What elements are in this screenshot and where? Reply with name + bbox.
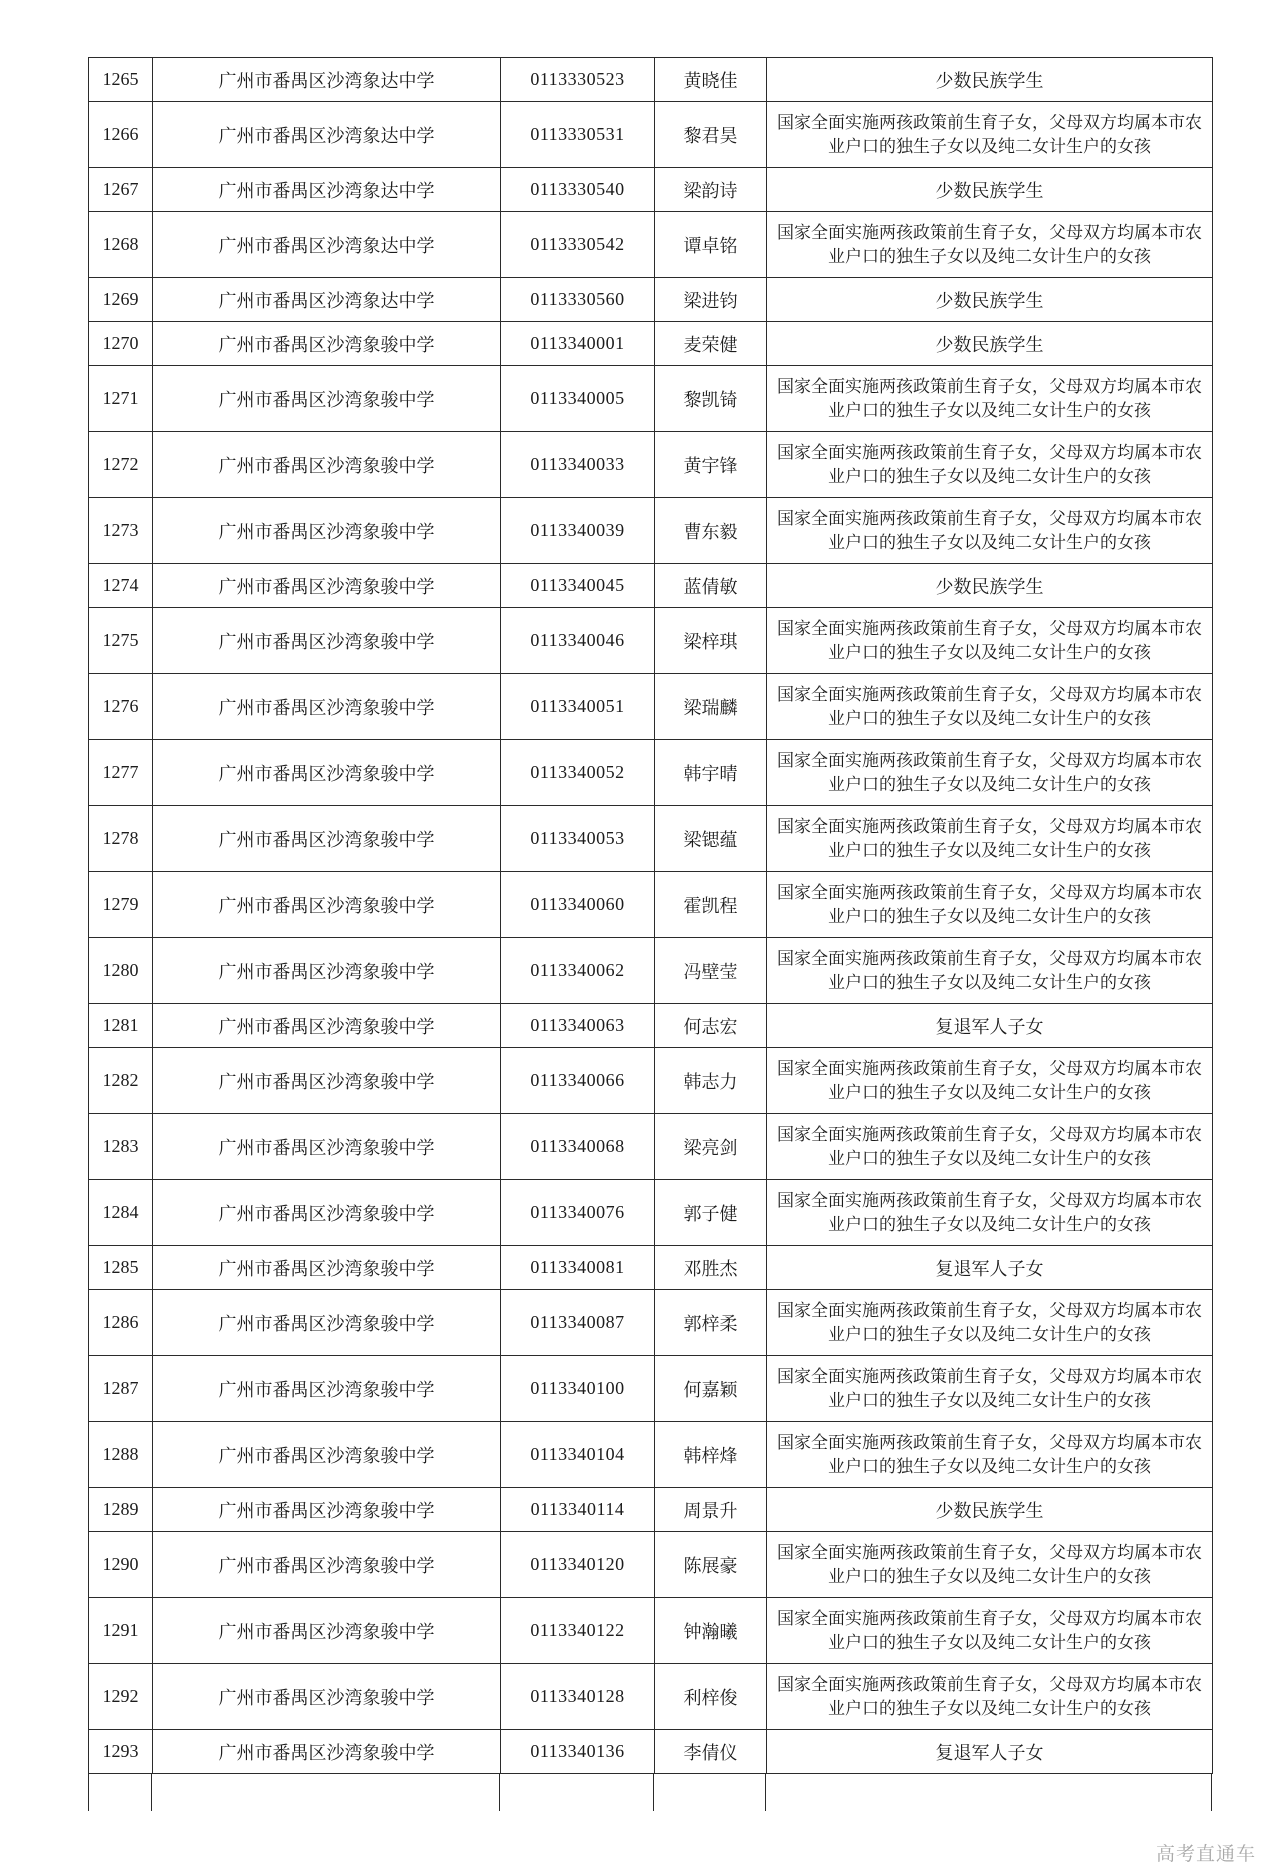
category-cell: 国家全面实施两孩政策前生育子女，父母双方均属本市农业户口的独生子女以及纯二女计生户的女孩 (767, 1664, 1213, 1730)
row-no-cell: 1292 (89, 1664, 153, 1730)
school-cell: 广州市番禺区沙湾象骏中学 (153, 1356, 501, 1422)
category-cell: 国家全面实施两孩政策前生育子女，父母双方均属本市农业户口的独生子女以及纯二女计生户的女孩 (767, 1532, 1213, 1598)
category-cell: 少数民族学生 (767, 1488, 1213, 1532)
table-row (89, 1422, 1213, 1488)
table-row (89, 1488, 1213, 1532)
row-no-cell: 1291 (89, 1598, 153, 1664)
name-cell: 韩梓烽 (655, 1422, 767, 1488)
exam-no-cell: 0113340087 (501, 1290, 655, 1356)
school-cell: 广州市番禺区沙湾象骏中学 (153, 674, 501, 740)
row-no-cell: 1272 (89, 432, 153, 498)
name-cell: 梁韵诗 (655, 168, 767, 212)
name-cell: 郭梓柔 (655, 1290, 767, 1356)
row-no-cell: 1282 (89, 1048, 153, 1114)
row-no-cell: 1271 (89, 366, 153, 432)
exam-no-cell: 0113340120 (501, 1532, 655, 1598)
school-cell: 广州市番禺区沙湾象骏中学 (153, 1180, 501, 1246)
document-page (0, 57, 1280, 1868)
table-row (89, 674, 1213, 740)
partial-row-cell (88, 1774, 152, 1811)
category-cell: 国家全面实施两孩政策前生育子女，父母双方均属本市农业户口的独生子女以及纯二女计生户的女孩 (767, 872, 1213, 938)
table-row (89, 1004, 1213, 1048)
table-row (89, 1532, 1213, 1598)
school-cell: 广州市番禺区沙湾象骏中学 (153, 608, 501, 674)
row-no-cell: 1273 (89, 498, 153, 564)
category-cell: 国家全面实施两孩政策前生育子女，父母双方均属本市农业户口的独生子女以及纯二女计生户的女孩 (767, 498, 1213, 564)
category-cell: 国家全面实施两孩政策前生育子女，父母双方均属本市农业户口的独生子女以及纯二女计生户的女孩 (767, 938, 1213, 1004)
exam-no-cell: 0113340039 (501, 498, 655, 564)
row-no-cell: 1281 (89, 1004, 153, 1048)
category-cell: 国家全面实施两孩政策前生育子女，父母双方均属本市农业户口的独生子女以及纯二女计生户的女孩 (767, 1180, 1213, 1246)
name-cell: 梁锶蕴 (655, 806, 767, 872)
exam-no-cell: 0113340128 (501, 1664, 655, 1730)
exam-no-cell: 0113330540 (501, 168, 655, 212)
category-cell: 复退军人子女 (767, 1004, 1213, 1048)
school-cell: 广州市番禺区沙湾象骏中学 (153, 806, 501, 872)
name-cell: 梁进钧 (655, 278, 767, 322)
partial-row-cell (152, 1774, 500, 1811)
name-cell: 霍凯程 (655, 872, 767, 938)
school-cell: 广州市番禺区沙湾象骏中学 (153, 1488, 501, 1532)
school-cell: 广州市番禺区沙湾象骏中学 (153, 1598, 501, 1664)
row-no-cell: 1269 (89, 278, 153, 322)
name-cell: 何志宏 (655, 1004, 767, 1048)
name-cell: 郭子健 (655, 1180, 767, 1246)
watermark-text: 高考直通车 (1155, 1844, 1256, 1865)
school-cell: 广州市番禺区沙湾象骏中学 (153, 1664, 501, 1730)
school-cell: 广州市番禺区沙湾象骏中学 (153, 1004, 501, 1048)
row-no-cell: 1280 (89, 938, 153, 1004)
name-cell: 邓胜杰 (655, 1246, 767, 1290)
school-cell: 广州市番禺区沙湾象骏中学 (153, 1422, 501, 1488)
category-cell: 国家全面实施两孩政策前生育子女，父母双方均属本市农业户口的独生子女以及纯二女计生户的女孩 (767, 1290, 1213, 1356)
category-cell: 国家全面实施两孩政策前生育子女，父母双方均属本市农业户口的独生子女以及纯二女计生户的女孩 (767, 1048, 1213, 1114)
table-row (89, 102, 1213, 168)
name-cell: 黄晓佳 (655, 58, 767, 102)
table-row (89, 366, 1213, 432)
school-cell: 广州市番禺区沙湾象骏中学 (153, 322, 501, 366)
school-cell: 广州市番禺区沙湾象骏中学 (153, 1114, 501, 1180)
category-cell: 少数民族学生 (767, 58, 1213, 102)
exam-no-cell: 0113340100 (501, 1356, 655, 1422)
row-no-cell: 1279 (89, 872, 153, 938)
category-cell: 国家全面实施两孩政策前生育子女，父母双方均属本市农业户口的独生子女以及纯二女计生户的女孩 (767, 806, 1213, 872)
school-cell: 广州市番禺区沙湾象达中学 (153, 278, 501, 322)
school-cell: 广州市番禺区沙湾象骏中学 (153, 1532, 501, 1598)
row-no-cell: 1270 (89, 322, 153, 366)
exam-no-cell: 0113330523 (501, 58, 655, 102)
name-cell: 钟瀚曦 (655, 1598, 767, 1664)
row-no-cell: 1287 (89, 1356, 153, 1422)
table-row (89, 1664, 1213, 1730)
table-row (89, 1356, 1213, 1422)
category-cell: 复退军人子女 (767, 1730, 1213, 1774)
exam-no-cell: 0113340081 (501, 1246, 655, 1290)
category-cell: 国家全面实施两孩政策前生育子女，父母双方均属本市农业户口的独生子女以及纯二女计生户的女孩 (767, 1598, 1213, 1664)
table-row (89, 608, 1213, 674)
table-row (89, 564, 1213, 608)
table-row (89, 740, 1213, 806)
name-cell: 韩宇晴 (655, 740, 767, 806)
exam-no-cell: 0113340052 (501, 740, 655, 806)
exam-no-cell: 0113330531 (501, 102, 655, 168)
row-no-cell: 1275 (89, 608, 153, 674)
exam-no-cell: 0113340005 (501, 366, 655, 432)
row-no-cell: 1289 (89, 1488, 153, 1532)
row-no-cell: 1274 (89, 564, 153, 608)
name-cell: 梁瑞麟 (655, 674, 767, 740)
name-cell: 何嘉颖 (655, 1356, 767, 1422)
table-row (89, 1048, 1213, 1114)
name-cell: 黎凯锜 (655, 366, 767, 432)
table-row (89, 498, 1213, 564)
exam-no-cell: 0113340063 (501, 1004, 655, 1048)
category-cell: 国家全面实施两孩政策前生育子女，父母双方均属本市农业户口的独生子女以及纯二女计生户的女孩 (767, 212, 1213, 278)
school-cell: 广州市番禺区沙湾象骏中学 (153, 740, 501, 806)
table-row (89, 1180, 1213, 1246)
row-no-cell: 1293 (89, 1730, 153, 1774)
school-cell: 广州市番禺区沙湾象骏中学 (153, 872, 501, 938)
table-row (89, 1114, 1213, 1180)
name-cell: 陈展豪 (655, 1532, 767, 1598)
row-no-cell: 1265 (89, 58, 153, 102)
category-cell: 国家全面实施两孩政策前生育子女，父母双方均属本市农业户口的独生子女以及纯二女计生户的女孩 (767, 674, 1213, 740)
category-cell: 国家全面实施两孩政策前生育子女，父母双方均属本市农业户口的独生子女以及纯二女计生户的女孩 (767, 608, 1213, 674)
name-cell: 李倩仪 (655, 1730, 767, 1774)
exam-no-cell: 0113340060 (501, 872, 655, 938)
table-row (89, 1598, 1213, 1664)
row-no-cell: 1284 (89, 1180, 153, 1246)
exam-no-cell: 0113340136 (501, 1730, 655, 1774)
row-no-cell: 1290 (89, 1532, 153, 1598)
category-cell: 少数民族学生 (767, 322, 1213, 366)
student-table-body (89, 58, 1213, 1774)
table-row (89, 322, 1213, 366)
school-cell: 广州市番禺区沙湾象骏中学 (153, 1730, 501, 1774)
name-cell: 蓝倩敏 (655, 564, 767, 608)
table-row (89, 432, 1213, 498)
name-cell: 梁梓琪 (655, 608, 767, 674)
name-cell: 黄宇锋 (655, 432, 767, 498)
partial-next-row (88, 1774, 1212, 1811)
name-cell: 黎君昊 (655, 102, 767, 168)
category-cell: 少数民族学生 (767, 168, 1213, 212)
school-cell: 广州市番禺区沙湾象骏中学 (153, 564, 501, 608)
table-row (89, 212, 1213, 278)
student-bonus-table (88, 57, 1213, 1774)
school-cell: 广州市番禺区沙湾象达中学 (153, 168, 501, 212)
partial-row-cell (766, 1774, 1212, 1811)
exam-no-cell: 0113340045 (501, 564, 655, 608)
exam-no-cell: 0113330542 (501, 212, 655, 278)
name-cell: 冯壁莹 (655, 938, 767, 1004)
category-cell: 国家全面实施两孩政策前生育子女，父母双方均属本市农业户口的独生子女以及纯二女计生户的女孩 (767, 740, 1213, 806)
row-no-cell: 1288 (89, 1422, 153, 1488)
name-cell: 利梓俊 (655, 1664, 767, 1730)
table-row (89, 872, 1213, 938)
category-cell: 少数民族学生 (767, 278, 1213, 322)
school-cell: 广州市番禺区沙湾象骏中学 (153, 432, 501, 498)
exam-no-cell: 0113340122 (501, 1598, 655, 1664)
exam-no-cell: 0113340066 (501, 1048, 655, 1114)
name-cell: 谭卓铭 (655, 212, 767, 278)
row-no-cell: 1286 (89, 1290, 153, 1356)
school-cell: 广州市番禺区沙湾象达中学 (153, 212, 501, 278)
table-row (89, 1290, 1213, 1356)
name-cell: 梁亮剑 (655, 1114, 767, 1180)
row-no-cell: 1268 (89, 212, 153, 278)
category-cell: 国家全面实施两孩政策前生育子女，父母双方均属本市农业户口的独生子女以及纯二女计生户的女孩 (767, 1114, 1213, 1180)
category-cell: 少数民族学生 (767, 564, 1213, 608)
row-no-cell: 1267 (89, 168, 153, 212)
exam-no-cell: 0113340001 (501, 322, 655, 366)
table-row (89, 278, 1213, 322)
exam-no-cell: 0113340062 (501, 938, 655, 1004)
category-cell: 国家全面实施两孩政策前生育子女，父母双方均属本市农业户口的独生子女以及纯二女计生户的女孩 (767, 102, 1213, 168)
exam-no-cell: 0113340053 (501, 806, 655, 872)
name-cell: 韩志力 (655, 1048, 767, 1114)
row-no-cell: 1285 (89, 1246, 153, 1290)
partial-row-cell (654, 1774, 766, 1811)
table-row (89, 168, 1213, 212)
category-cell: 国家全面实施两孩政策前生育子女，父母双方均属本市农业户口的独生子女以及纯二女计生户的女孩 (767, 432, 1213, 498)
exam-no-cell: 0113340114 (501, 1488, 655, 1532)
row-no-cell: 1276 (89, 674, 153, 740)
school-cell: 广州市番禺区沙湾象骏中学 (153, 1290, 501, 1356)
school-cell: 广州市番禺区沙湾象骏中学 (153, 366, 501, 432)
exam-no-cell: 0113340068 (501, 1114, 655, 1180)
row-no-cell: 1277 (89, 740, 153, 806)
category-cell: 复退军人子女 (767, 1246, 1213, 1290)
table-row (89, 806, 1213, 872)
row-no-cell: 1278 (89, 806, 153, 872)
name-cell: 周景升 (655, 1488, 767, 1532)
partial-row-cell (500, 1774, 654, 1811)
table-row (89, 58, 1213, 102)
category-cell: 国家全面实施两孩政策前生育子女，父母双方均属本市农业户口的独生子女以及纯二女计生户的女孩 (767, 1356, 1213, 1422)
row-no-cell: 1266 (89, 102, 153, 168)
school-cell: 广州市番禺区沙湾象骏中学 (153, 1246, 501, 1290)
table-row (89, 938, 1213, 1004)
table-row (89, 1730, 1213, 1774)
school-cell: 广州市番禺区沙湾象骏中学 (153, 1048, 501, 1114)
name-cell: 麦荣健 (655, 322, 767, 366)
category-cell: 国家全面实施两孩政策前生育子女，父母双方均属本市农业户口的独生子女以及纯二女计生户的女孩 (767, 1422, 1213, 1488)
category-cell: 国家全面实施两孩政策前生育子女，父母双方均属本市农业户口的独生子女以及纯二女计生户的女孩 (767, 366, 1213, 432)
school-cell: 广州市番禺区沙湾象达中学 (153, 102, 501, 168)
school-cell: 广州市番禺区沙湾象骏中学 (153, 938, 501, 1004)
exam-no-cell: 0113340033 (501, 432, 655, 498)
school-cell: 广州市番禺区沙湾象达中学 (153, 58, 501, 102)
row-no-cell: 1283 (89, 1114, 153, 1180)
table-row (89, 1246, 1213, 1290)
name-cell: 曹东毅 (655, 498, 767, 564)
exam-no-cell: 0113340051 (501, 674, 655, 740)
exam-no-cell: 0113340104 (501, 1422, 655, 1488)
exam-no-cell: 0113340076 (501, 1180, 655, 1246)
exam-no-cell: 0113340046 (501, 608, 655, 674)
exam-no-cell: 0113330560 (501, 278, 655, 322)
school-cell: 广州市番禺区沙湾象骏中学 (153, 498, 501, 564)
